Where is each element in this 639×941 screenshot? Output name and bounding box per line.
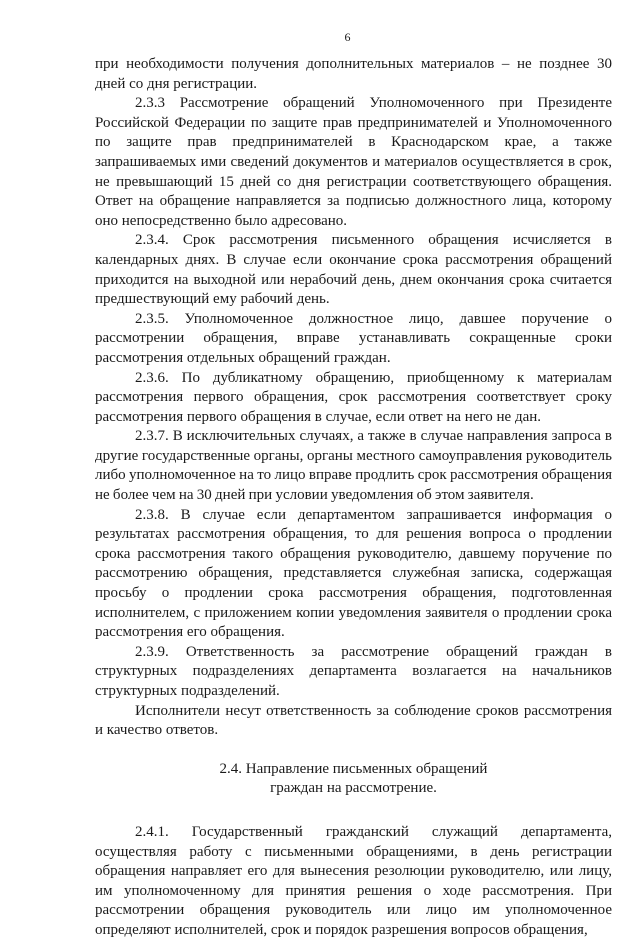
section-2-3-body <box>95 55 612 741</box>
paragraph-executors: Исполнители несут ответственность за соблюдение сроков рассмотрения и качество ответов. <box>95 702 612 739</box>
paragraph-2-3-6: 2.3.6. По дубликатному обращению, приобщенному к материалам рассмотрения первого обращения, срок рассмотрения соответствует сроку рассмотрения первого обращения в случае, если ответ на него не дан. <box>95 369 612 425</box>
section-heading-line-2: граждан на рассмотрение. <box>270 780 437 797</box>
paragraph-2-3-5: 2.3.5. Уполномоченное должностное лицо, давшее поручение о рассмотрении обращения, вправе устанавливать сокращенные сроки рассмотрения отдельных обращений граждан. <box>95 310 612 366</box>
page-number: 6 <box>344 30 351 44</box>
paragraph-2-3-9: 2.3.9. Ответственность за рассмотрение обращений граждан в структурных подразделениях департамента возлагается на начальников структурных подразделений. <box>95 643 612 699</box>
section-heading-2-4 <box>95 760 612 799</box>
paragraph-2-3-8: 2.3.8. В случае если департаментом запрашивается информация о результатах рассмотрения обращения, то для решения вопроса о продлении срока рассмотрения такого обращения руководителю, давшему поручение по рассмотрению обращения, представляется служебная записка, содержащая просьбу о продлении срока рассмотрения обращения, подготовленная исполнителем, с приложением копии уведомления заявителя о продлении срока рассмотрения его обращения. <box>95 506 612 641</box>
paragraph: при необходимости получения дополнительных материалов – не позднее 30 дней со дня регистрации. <box>95 56 612 92</box>
paragraph-2-4-1: 2.4.1. Государственный гражданский служащий департамента, осуществляя работу с письменными обращениями, в день регистрации обращения направляет его для вынесения резолюции руководителю, или лицу, им уполномоченному для принятия решения о ходе рассмотрения. При рассмотрении обращения руководитель или лицо им уполномоченное определяют исполнителей, срок и порядок разрешения вопросов обращения, <box>95 823 612 938</box>
section-2-4-body <box>95 823 612 941</box>
paragraph-2-3-4: 2.3.4. Срок рассмотрения письменного обращения исчисляется в календарных днях. В случае если окончание срока рассмотрения обращений приходится на выходной или нерабочий день, днем окончания срока считается предшествующий ему рабочий день. <box>95 232 612 308</box>
paragraph-2-3-7: 2.3.7. В исключительных случаях, а также в случае направления запроса в другие государственные органы, органы местного самоуправления руководитель либо уполномоченное на то лицо вправе продлить срок рассмотрения обращения не более чем на 30 дней при условии уведомления об этом заявителя. <box>95 428 612 504</box>
section-heading-line-1: 2.4. Направление письменных обращений <box>219 760 488 777</box>
paragraph-2-3-3: 2.3.3 Рассмотрение обращений Уполномоченного при Президенте Российской Федерации по защите прав предпринимателей и Уполномоченного по защите прав предпринимателей в Краснодарском крае, а также запрашиваемых ими сведений документов и материалов осуществляется в срок, не превышающий 15 дней со дня регистрации соответствующего обращения. Ответ на обращение направляется за подписью должностного лица, которому оно непосредственно было адресовано. <box>95 95 612 229</box>
